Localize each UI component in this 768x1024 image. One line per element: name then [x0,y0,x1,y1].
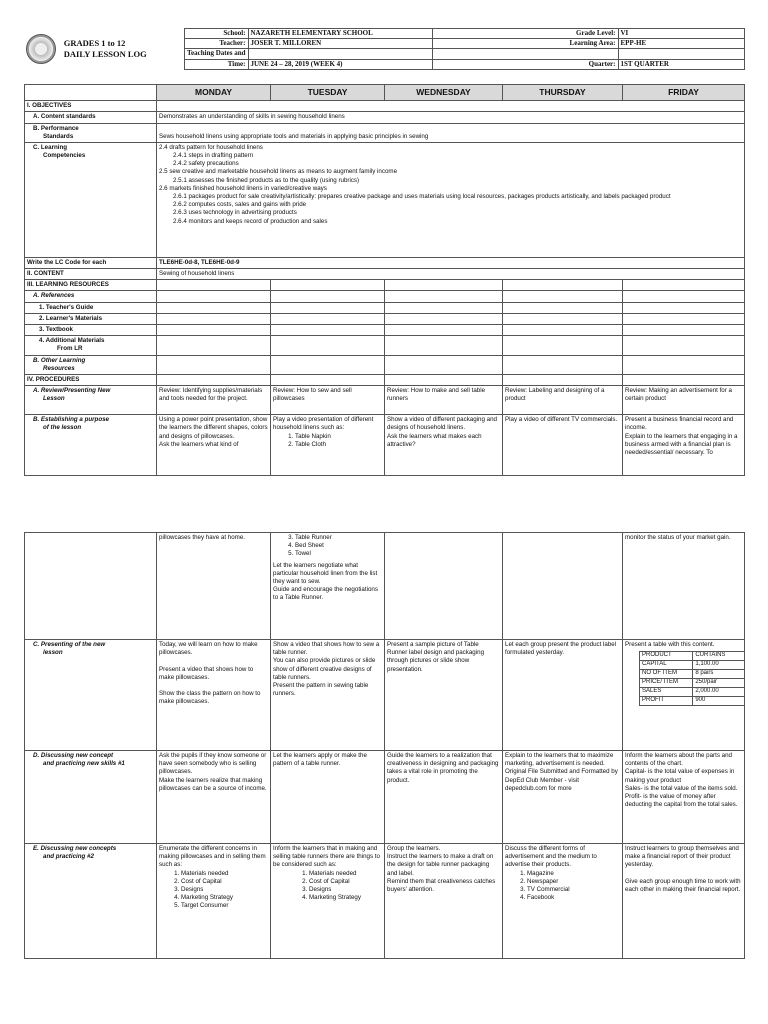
page-one [24,28,744,476]
purpose-friday-cont: monitor the status of your market gain. [623,533,745,640]
teachers-guide-label: 1. Teacher's Guide [25,302,157,313]
content-standards-label: A. Content standards [25,112,157,123]
purpose-tuesday-cont: 3. Table Runner 4. Bed Sheet 5. Towel Let the learners negotiate what particular household linen from the list they want to sew. Guide and encourage the negotiations to a Table Runner. [271,533,385,640]
purpose-friday: Present a business financial record and income. Explain to the learners that engaging in a business armed with a financial plan is needed/essential/ necessary. To [623,415,745,476]
learning-competencies: 2.4 drafts pattern for household linens 2.4.1 steps in drafting pattern 2.4.2 safety precautions 2.5 sew creative and marketable household linens as means to augment family income 2.5.1 assesses the finished products as to the quality (using rubrics) 2.6 markets finished household linens in varied/creative ways 2.6.1 packages product for sale creativity/artistically: prepares creative package and uses materials using local resources, packages products artistically, and labels packaged product 2.6.2 computes costs, sales and gains with pride 2.6.3 uses technology in advertising products 2.6.4 monitors and keeps record of production and sales [157,142,745,257]
day-wednesday: WEDNESDAY [385,84,503,100]
day-tuesday: TUESDAY [271,84,385,100]
other-resources-label: B. Other Learning Resources [25,355,157,374]
purpose-monday: Using a power point presentation, show the learners the different shapes, colors and designs of pillowcases. Ask the learners what kind of [157,415,271,476]
procedures-label: IV. PROCEDURES [25,374,157,385]
content-label: II. CONTENT [25,269,157,280]
quarter-label: Quarter: [432,59,618,69]
purpose-wednesday: Show a video of different packaging and designs of household linens. Ask the learners what makes each attractive? [385,415,503,476]
discussing-2-thursday: Discuss the different forms of advertisement and the medium to advertise their products. 1. Magazine 2. Newspaper 3. TV Commercial 4. Facebook [503,844,623,959]
discussing-1-monday: Ask the pupils if they know someone or have seen somebody who is selling pillowcases. Make the learners realize that making pillowcases can be a source of income. [157,751,271,844]
discussing-2-monday: Enumerate the different concerns in making pillowcases and in selling them such as: 1. Materials needed 2. Cost of Capital 3. Designs 4. Marketing Strategy 5. Target Consumer [157,844,271,959]
area-label: Learning Area: [432,39,618,49]
purpose-tuesday: Play a video presentation of different household linens such as: 1. Table Napkin 2. Table Cloth [271,415,385,476]
lc-code-label: Write the LC Code for each [25,257,157,268]
page-two [24,532,744,959]
dates-value: JUNE 24 – 28, 2019 (WEEK 4) [248,59,432,69]
presenting-label: C. Presenting of the new lesson [25,640,157,751]
lesson-table-page-2 [24,532,745,959]
presenting-wednesday: Present a sample picture of Table Runner label design and packaging through pictures or slide show presentation. [385,640,503,751]
objectives-label: I. OBJECTIVES [25,101,157,112]
school-label: School: [184,29,248,39]
discussing-2-label: E. Discussing new concepts and practicing #2 [25,844,157,959]
day-monday: MONDAY [157,84,271,100]
discussing-1-label: D. Discussing new concept and practicing new skills #1 [25,751,157,844]
additional-materials-label: 4. Additional Materials From LR [25,336,157,355]
purpose-monday-cont: pillowcases they have at home. [157,533,271,640]
day-friday: FRIDAY [623,84,745,100]
school-value: NAZARETH ELEMENTARY SCHOOL [248,29,432,39]
discussing-2-friday: Instruct learners to group themselves and make a financial report of their product yesterday. Give each group enough time to work with each other in making their financial report. [623,844,745,959]
discussing-1-tuesday: Let the learners apply or make the pattern of a table runner. [271,751,385,844]
dates-label-2: Time: [184,59,248,69]
presenting-friday: Present a table with this content. PRODUCT CURTAINS CAPITAL 1,100.00 NO OF ITEM 8 pairs PRICE/ ITEM 250/pair SALES 2,000.00 PROFIT 900 [623,640,745,751]
review-friday: Review: Making an advertisement for a certain product [623,386,745,415]
financial-table: PRODUCT CURTAINS CAPITAL 1,100.00 NO OF ITEM 8 pairs PRICE/ ITEM 250/pair SALES 2,000.00 PROFIT 900 [639,651,745,705]
teacher-value: JOSER T. MILLOREN [248,39,432,49]
title-dll: DAILY LESSON LOG [63,48,147,59]
review-wednesday: Review: How to make and sell table runners [385,386,503,415]
discussing-2-tuesday: Inform the learners that in making and selling table runners there are things to be considered such as: 1. Materials needed 2. Cost of Capital 3. Designs 4. Marketing Strategy [271,844,385,959]
presenting-tuesday: Show a video that shows how to sew a table runner. You can also provide pictures or slide show of different creative designs of table runners. Present the pattern in sewing table runners. [271,640,385,751]
performance-standards: Sews household linens using appropriate tools and materials in applying basic principles in sewing [157,123,745,142]
review-label: A. Review/Presenting New Lesson [25,386,157,415]
discussing-2-wednesday: Group the learners. Instruct the learners to make a draft on the design for table runner packaging and label. Remind them that creativeness catches buyers' attention. [385,844,503,959]
discussing-1-friday: Inform the learners about the parts and contents of the chart. Capital- is the total value of expenses in making your product Sales- is the total value of the items sold. Profit- is the value of money after deducting the capital from the total sales. [623,751,745,844]
learners-materials-label: 2. Learner's Materials [25,313,157,324]
lesson-table-page-1 [24,84,745,476]
learning-competencies-label: C. Learning Competencies [25,142,157,257]
review-monday: Review: Identifying supplies/materials and tools needed for the project. [157,386,271,415]
grade-value: VI [618,29,744,39]
lc-code: TLE6HE-0d-8, TLE6HE-0d-9 [157,257,745,268]
presenting-monday: Today, we will learn on how to make pillowcases. Present a video that shows how to make pillowcases. Show the class the pattern on how to make pillowcases. [157,640,271,751]
quarter-value: 1ST QUARTER [618,59,744,69]
textbook-label: 3. Textbook [25,325,157,336]
title-grades: GRADES 1 to 12 [63,38,126,49]
content-value: Sewing of household linens [157,269,745,280]
review-tuesday: Review: How to sew and sell pillowcases [271,386,385,415]
review-thursday: Review: Labeling and designing of a product [503,386,623,415]
content-standards: Demonstrates an understanding of skills in sewing household linens [157,112,745,123]
grade-label: Grade Level: [432,29,618,39]
day-thursday: THURSDAY [503,84,623,100]
performance-standards-label: B. Performance Standards [25,123,157,142]
teacher-label: Teacher: [184,39,248,49]
discussing-1-thursday: Explain to the learners that to maximize marketing, advertisement is needed. Original File Submitted and Formatted by DepEd Club Member - visit depedclub.com for more [503,751,623,844]
dates-label-1: Teaching Dates and [184,49,248,59]
deped-seal-logo [26,34,56,64]
area-value: EPP-HE [618,39,744,49]
purpose-thursday: Play a video of different TV commercials. [503,415,623,476]
learning-resources-label: III. LEARNING RESOURCES [25,280,157,291]
header-table [24,28,745,70]
discussing-1-wednesday: Guide the learners to a realization that creativeness in designing and packaging takes a vital role in promoting the product. [385,751,503,844]
references-label: A. References [25,291,157,302]
purpose-label: B. Establishing a purpose of the lesson [25,415,157,476]
presenting-thursday: Let each group present the product label formulated yesterday. [503,640,623,751]
title-block [24,29,184,70]
